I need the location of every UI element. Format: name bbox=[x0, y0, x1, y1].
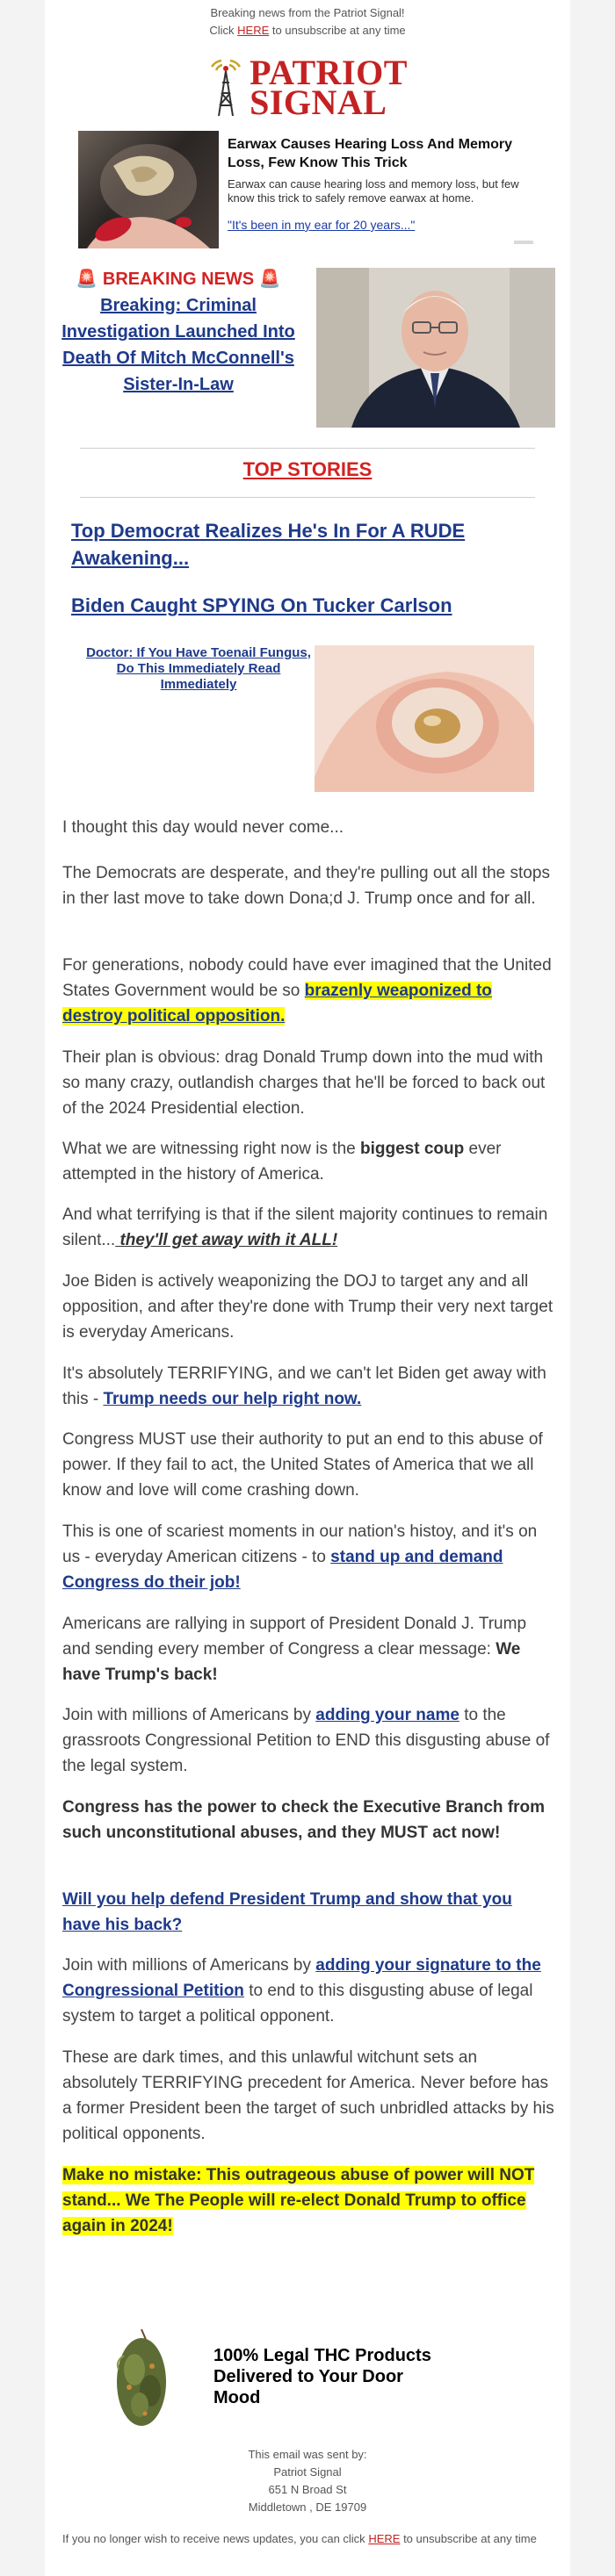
divider-bottom bbox=[80, 497, 535, 498]
toenail-fungus-image[interactable] bbox=[315, 645, 534, 792]
get-away-link[interactable]: they'll get away with it ALL! bbox=[115, 1231, 338, 1249]
paragraph-2: The Democrats are desperate, and they're pulling out all the stops in ther last move to take down Dona;d J. Trump once and for all. bbox=[62, 864, 550, 908]
sender-address: This email was sent by: Patriot Signal 651 N Broad St Middletown , DE 19709 bbox=[248, 2448, 367, 2514]
cannabis-bud-image[interactable] bbox=[98, 2326, 185, 2431]
unsubscribe-footer: If you no longer wish to receive news updates, you can click HERE to unsubscribe at any time bbox=[62, 2532, 537, 2545]
earwax-ad-link[interactable]: "It's been in my ear for 20 years..." bbox=[228, 218, 416, 232]
paragraph-11: Americans are rallying in support of President Donald J. Trump and sending every member of Congress a clear message: We have Trump's back! bbox=[62, 1615, 527, 1684]
story-link-biden-spying[interactable]: Biden Caught SPYING On Tucker Carlson bbox=[71, 594, 452, 616]
story-link-rude-awakening[interactable]: Top Democrat Realizes He's In For A RUDE Awakening... bbox=[71, 520, 466, 569]
paragraph-4: Their plan is obvious: drag Donald Trump down into the mud with so many crazy, outlandish charges that he'll be forced to back out of the 2024 Presidential election. bbox=[62, 1048, 546, 1118]
trumps-back-text: We have Trump's back! bbox=[62, 1640, 521, 1684]
paragraph-17 bbox=[62, 2162, 554, 2239]
defend-trump-link[interactable]: Will you help defend President Trump and show that you have his back? bbox=[62, 1890, 512, 1934]
paragraph-6: And what terrifying is that if the silent majority continues to remain silent... they'll get away with it ALL! bbox=[62, 1205, 548, 1249]
email-body bbox=[45, 0, 570, 2576]
toenail-fungus-link[interactable]: Doctor: If You Have Toenail Fungus, Do This Immediately Read Immediately bbox=[86, 645, 311, 692]
earwax-ad-title[interactable]: Earwax Causes Hearing Loss And Memory Loss, Few Know This Trick bbox=[228, 137, 512, 170]
mcconnell-photo[interactable] bbox=[316, 268, 555, 428]
preheader-unsubscribe: Click HERE to unsubscribe at any time bbox=[209, 24, 406, 37]
paragraph-14 bbox=[62, 1887, 554, 1938]
earwax-ad-text bbox=[228, 135, 533, 232]
paragraph-16: These are dark times, and this unlawful witchunt sets an absolutely TERRIFYING precedent for America. Never before has a former President been the target of such unbridled attacks by his political opponents. bbox=[62, 2048, 554, 2143]
unsubscribe-link-top[interactable]: HERE bbox=[237, 24, 270, 37]
thc-ad-brand: Mood bbox=[213, 2388, 261, 2407]
breaking-news bbox=[57, 268, 300, 398]
breaking-news-label: 🚨 BREAKING NEWS 🚨 bbox=[76, 270, 281, 289]
paragraph-3: For generations, nobody could have ever imagined that the United States Government would be so brazenly weaponized to destroy political opposition. bbox=[62, 956, 552, 1025]
logo-wordmark: PATRIOT SIGNAL bbox=[250, 53, 408, 122]
thc-ad-title[interactable]: 100% Legal THC Products Delivered to Your Door bbox=[213, 2346, 431, 2386]
paragraph-15: Join with millions of Americans by adding your signature to the Congressional Petition to end to this disgusting abuse of legal system to target a political opponent. bbox=[62, 1956, 541, 2026]
patriot-signal-logo[interactable] bbox=[45, 54, 570, 122]
ad-badge bbox=[514, 241, 533, 244]
make-no-mistake-text: Make no mistake: This outrageous abuse of power will NOT stand... We The People will re-elect Donald Trump to office again in 2024! bbox=[62, 2166, 535, 2235]
paragraph-9: Congress MUST use their authority to put an end to this abuse of power. If they fail to act, the United States of America that we all know and love will come crashing down. bbox=[62, 1430, 543, 1500]
top-stories-heading[interactable]: TOP STORIES bbox=[242, 458, 373, 480]
earwax-ad-description: Earwax can cause hearing loss and memory loss, but few know this trick to safely remove earwax at home. bbox=[228, 177, 519, 205]
breaking-news-headline[interactable]: Breaking: Criminal Investigation Launched Into Death Of Mitch McConnell's Sister-In-Law bbox=[62, 296, 295, 394]
preheader bbox=[45, 0, 570, 40]
paragraph-8: It's absolutely TERRIFYING, and we can't let Biden get away with this - Trump needs our help right now. bbox=[62, 1364, 546, 1408]
radio-tower-icon bbox=[207, 58, 244, 118]
adding-your-name-link[interactable]: adding your name bbox=[315, 1706, 459, 1724]
earwax-ad[interactable] bbox=[78, 131, 537, 249]
demand-congress-link[interactable]: stand up and demand Congress do their job! bbox=[62, 1548, 503, 1592]
preheader-line: Breaking news from the Patriot Signal! bbox=[210, 6, 405, 19]
adding-signature-link[interactable]: adding your signature to the Congressional Petition bbox=[62, 1956, 541, 2000]
weaponized-link[interactable]: brazenly weaponized to destroy political opposition. bbox=[62, 982, 492, 1025]
paragraph-7: Joe Biden is actively weaponizing the DOJ to target any and all opposition, and after they're done with Trump their very next target is everyday Americans. bbox=[62, 1272, 554, 1342]
paragraph-12: Join with millions of Americans by adding your name to the grassroots Congressional Petition to END this disgusting abuse of the legal system. bbox=[62, 1706, 550, 1775]
paragraph-13: Congress has the power to check the Executive Branch from such unconstitutional abuses, and they MUST act now! bbox=[62, 1798, 546, 1842]
trump-needs-help-link[interactable]: Trump needs our help right now. bbox=[103, 1390, 362, 1408]
biggest-coup-text: biggest coup bbox=[360, 1140, 465, 1158]
unsubscribe-link-bottom[interactable]: HERE bbox=[368, 2532, 401, 2545]
paragraph-10: This is one of scariest moments in our nation's histoy, and it's on us - everyday American citizens - to stand up and demand Congress do their job! bbox=[62, 1522, 538, 1592]
thc-ad[interactable] bbox=[98, 2322, 519, 2436]
toenail-fungus-ad bbox=[80, 645, 535, 795]
earwax-ad-image[interactable] bbox=[78, 131, 219, 248]
paragraph-1: I thought this day would never come... bbox=[62, 818, 344, 837]
paragraph-5: What we are witnessing right now is the biggest coup ever attempted in the history of America. bbox=[62, 1140, 502, 1184]
divider-top bbox=[80, 448, 535, 449]
